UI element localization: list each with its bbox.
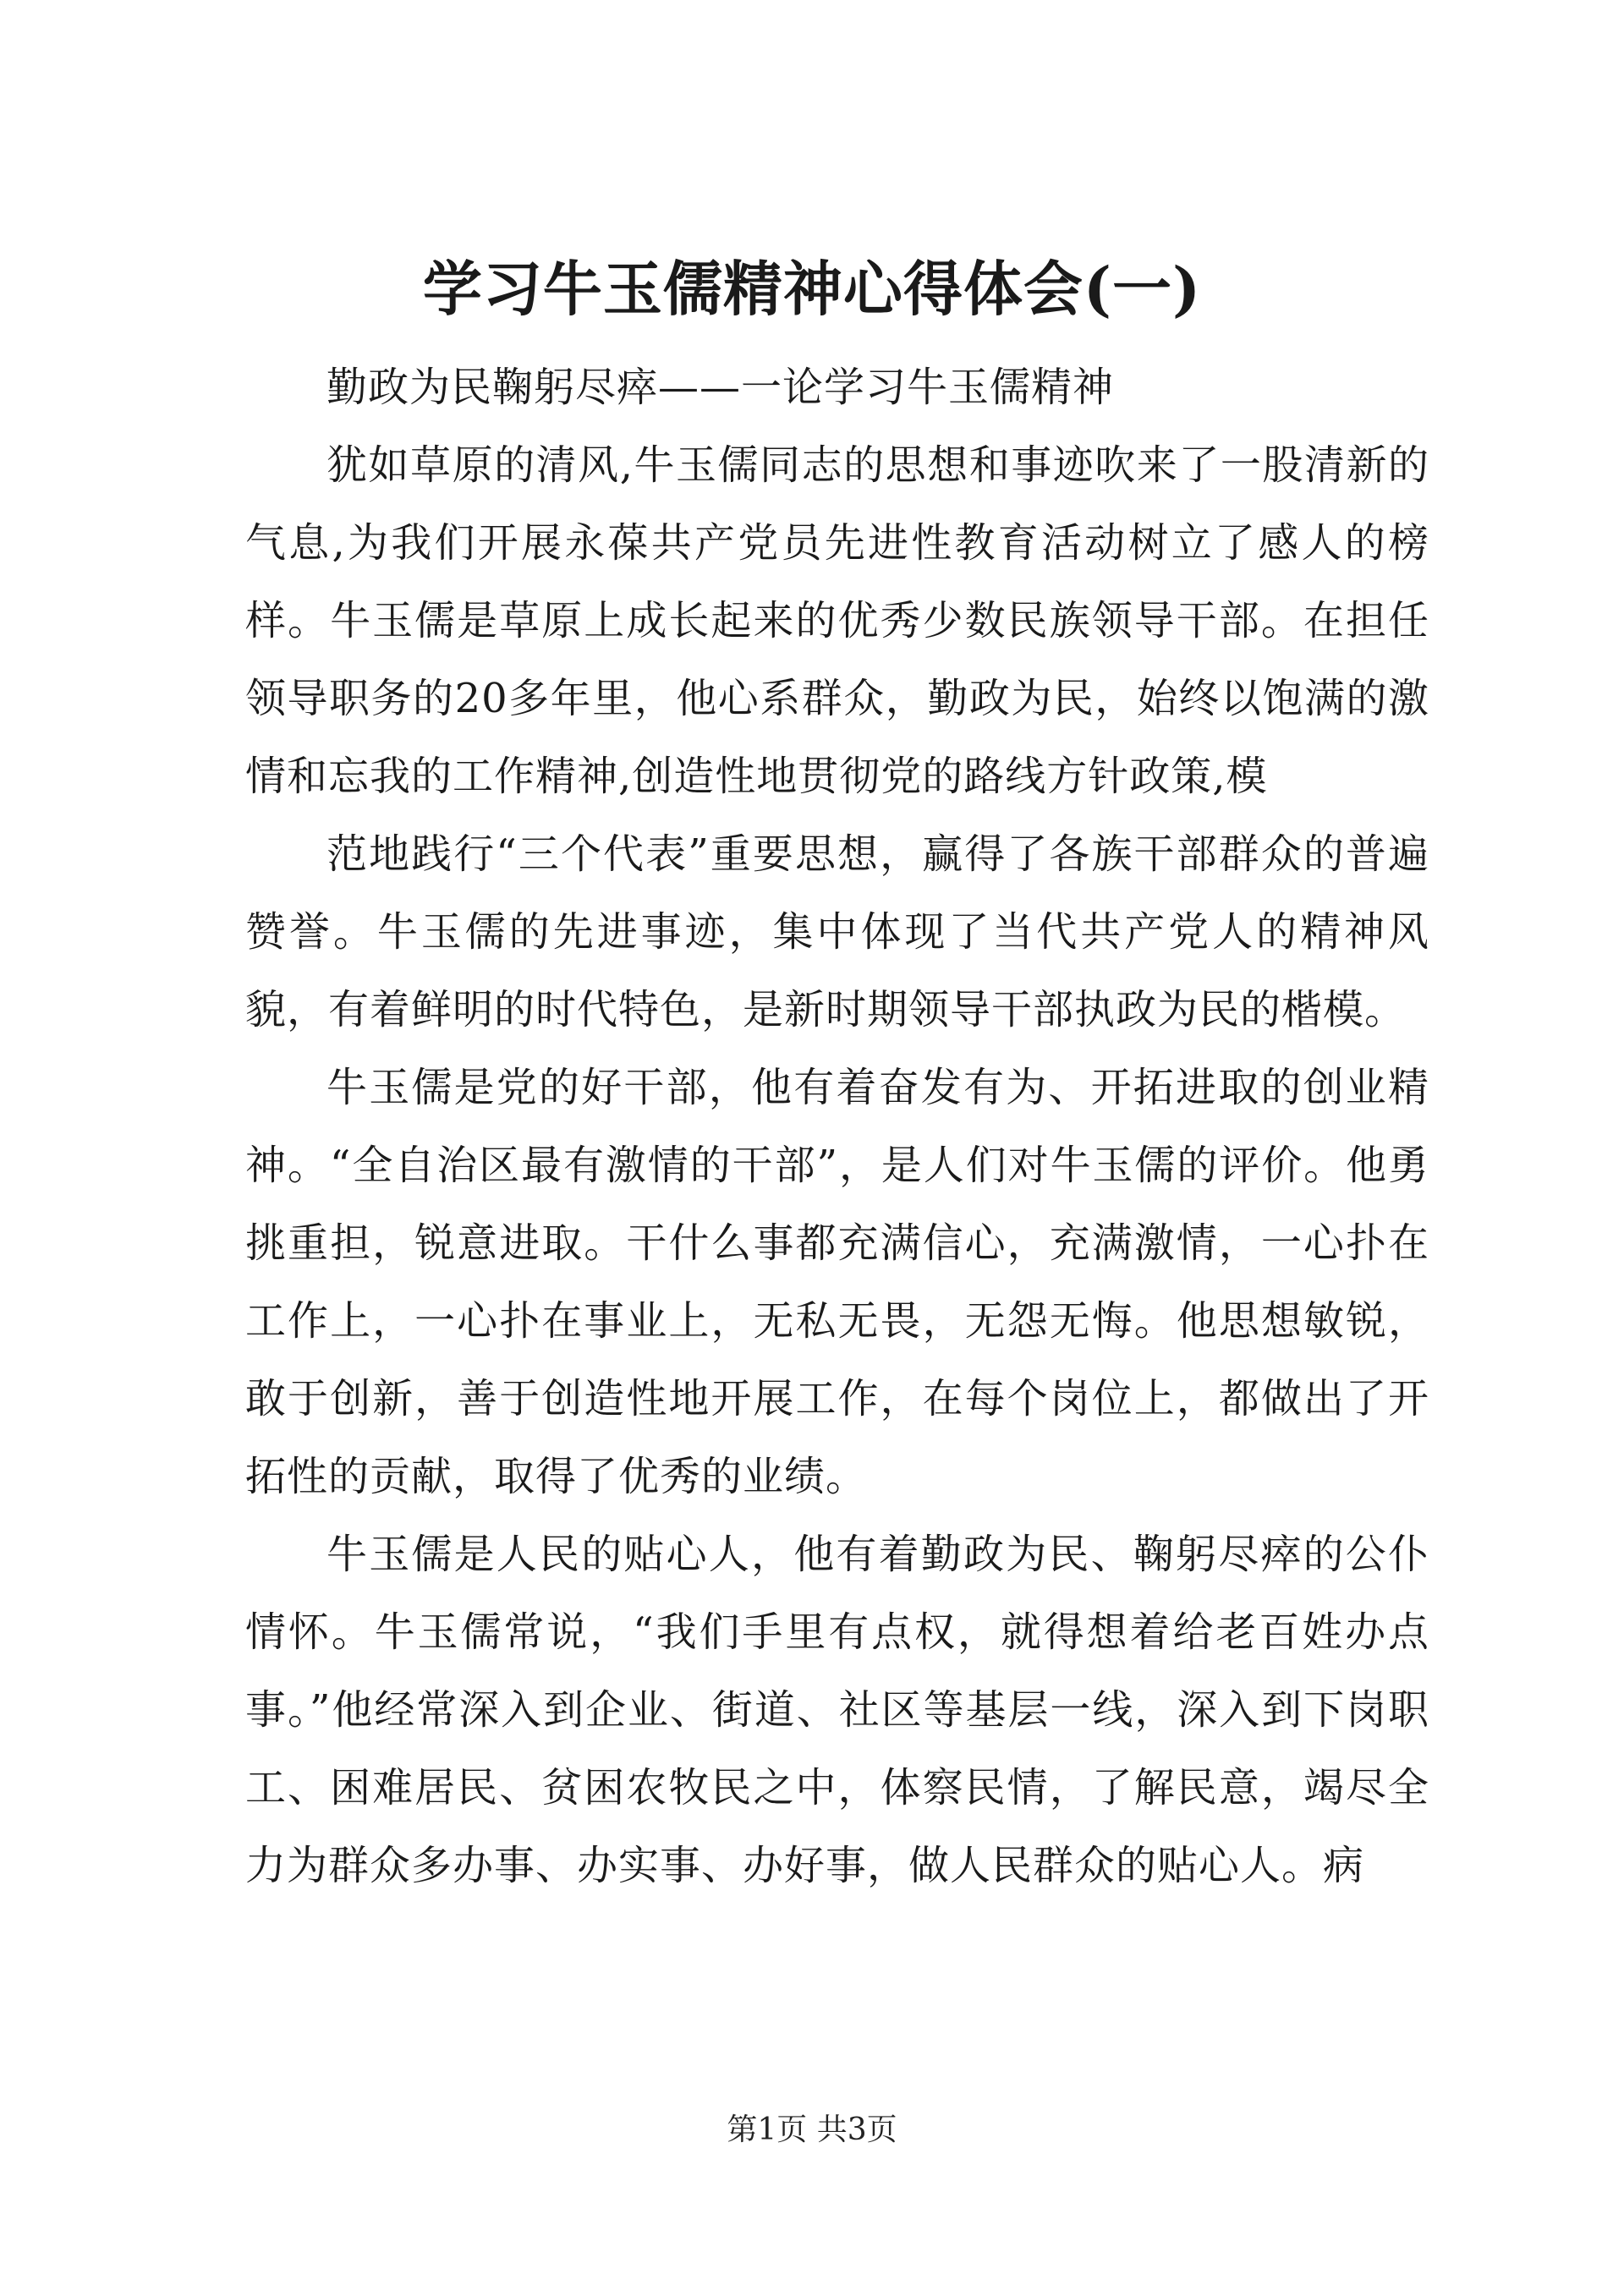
- page-number-footer: 第1页 共3页: [727, 2112, 897, 2147]
- paragraph-3: 牛玉儒是党的好干部，他有着奋发有为、开拓进取的创业精神。“全自治区最有激情的干部”，是人们对牛玉儒的评价。他勇挑重担，锐意进取。干什么事都充满信心，充满激情，一心扑在工作上，一心扑在事业上，无私无畏，无怨无悔。他思想敏锐，敢于创新，善于创造性地开展工作，在每个岗位上，都做出了开拓性的贡献，取得了优秀的业绩。: [245, 1064, 1429, 1500]
- document-title: 学习牛玉儒精神心得体会(一): [422, 254, 1202, 324]
- paragraph-2: 范地践行“三个代表”重要思想，赢得了各族干部群众的普遍赞誉。牛玉儒的先进事迹，集中体现了当代共产党人的精神风貌，有着鲜明的时代特色，是新时期领导干部执政为民的楷模。: [245, 830, 1429, 1033]
- paragraph-1: 犹如草原的清风,牛玉儒同志的思想和事迹吹来了一股清新的气息,为我们开展永葆共产党员先进性教育活动树立了感人的榜样。牛玉儒是草原上成长起来的优秀少数民族领导干部。在担任领导职务的20多年里，他心系群众，勤政为民，始终以饱满的激情和忘我的工作精神,创造性地贯彻党的路线方针政策,模: [245, 441, 1429, 800]
- document-subtitle: 勤政为民鞠躬尽瘁——一论学习牛玉儒精神: [326, 364, 1115, 411]
- paragraph-4: 牛玉儒是人民的贴心人，他有着勤政为民、鞠躬尽瘁的公仆情怀。牛玉儒常说，“我们手里有点权，就得想着给老百姓办点事。”他经常深入到企业、街道、社区等基层一线，深入到下岗职工、困难居民、贫困农牧民之中，体察民情，了解民意，竭尽全力为群众多办事、办实事、办好事，做人民群众的贴心人。病: [245, 1531, 1429, 1889]
- document-body: [245, 348, 1429, 1904]
